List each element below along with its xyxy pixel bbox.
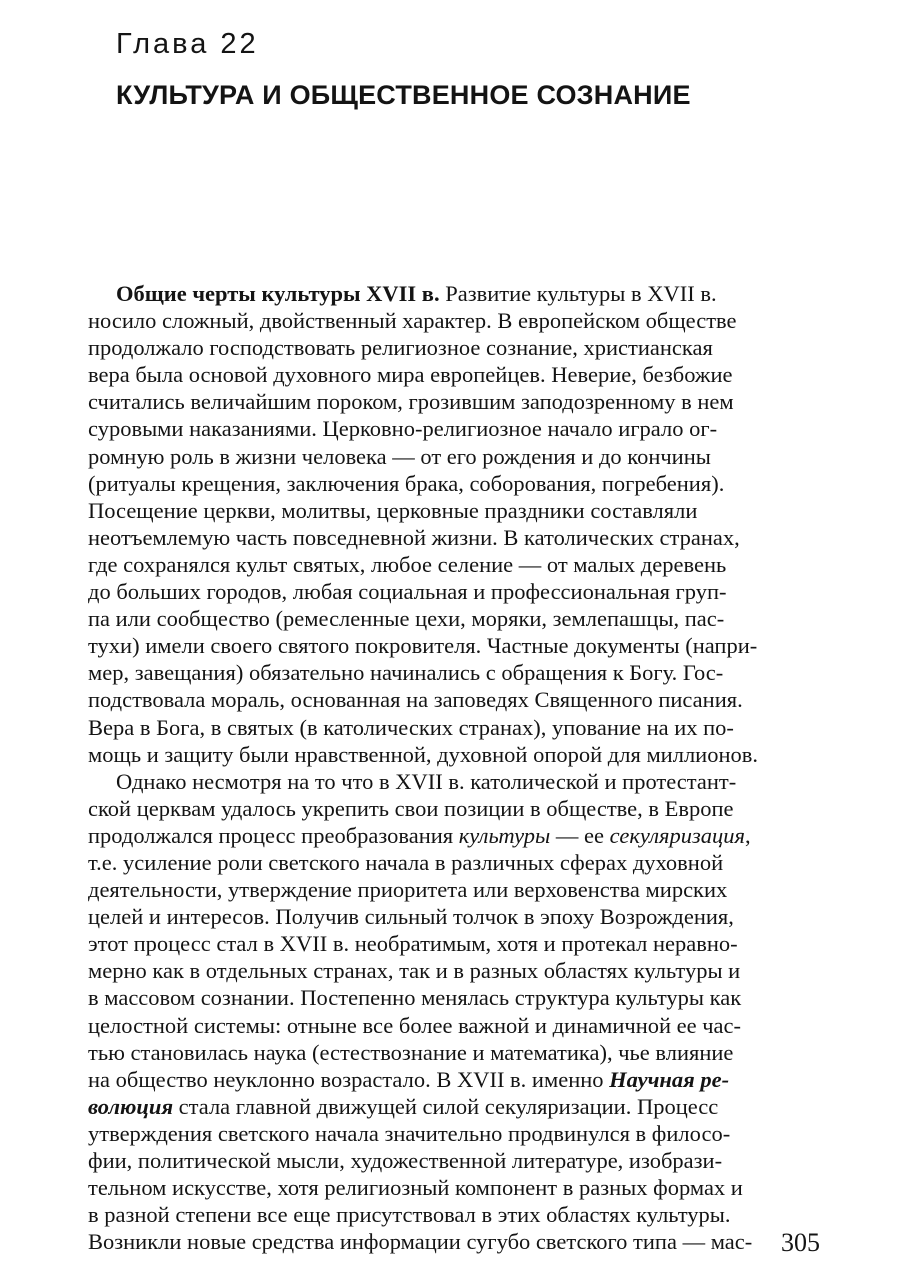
text-line: целостной системы: отныне все более важной и динамичной ее час- — [88, 1012, 742, 1038]
text-fragment: — ее — [550, 822, 610, 848]
section-heading: Общие черты культуры XVII в. — [116, 281, 440, 306]
text-line: ромную роль в жизни человека — от его рождения и до кончины — [88, 443, 711, 469]
emphasis-term: секуляризация — [609, 822, 745, 848]
text-line: Посещение церкви, молитвы, церковные праздники составляли — [88, 497, 698, 523]
text-fragment: продолжался процесс преобразования — [88, 822, 459, 848]
text-line: где сохранялся культ святых, любое селение — от малых деревень — [88, 551, 727, 577]
text-line: утверждения светского начала значительно продвинулся в филосо- — [88, 1120, 731, 1146]
text-line: продолжало господствовать религиозное сознание, христианская — [88, 335, 713, 361]
text-line: (ритуалы крещения, заключения брака, соборования, погребения). — [88, 470, 725, 496]
text-line: в массовом сознании. Постепенно менялась структура культуры как — [88, 985, 742, 1011]
text-line: мощь и защиту были нравственной, духовной опорой для миллионов. — [88, 741, 759, 767]
text-line: до больших городов, любая социальная и профессиональная груп- — [88, 579, 727, 605]
text-fragment: , — [745, 822, 751, 848]
emphasis-term: Научная ре- — [609, 1066, 730, 1092]
text-line: мер, завещания) обязательно начинались с обращения к Богу. Гос- — [88, 660, 724, 686]
text-line: тью становилась наука (естествознание и математика), чье влияние — [88, 1039, 734, 1065]
text-line: тухи) имели своего святого покровителя. Частные документы (напри- — [88, 633, 758, 659]
text-line: Вера в Бога, в святых (в католических странах), упование на их по- — [88, 714, 734, 740]
text-line: этот процесс стал в XVII в. необратимым, хотя и протекал неравно- — [88, 931, 738, 957]
text-line — [88, 1066, 822, 1093]
text-line: в разной степени все еще присутствовал в этих областях культуры. — [88, 1202, 731, 1228]
text-line: целей и интересов. Получив сильный толчок в эпоху Возрождения, — [88, 904, 734, 930]
text-line — [88, 1093, 822, 1120]
chapter-title: КУЛЬТУРА И ОБЩЕСТВЕННОЕ СОЗНАНИЕ — [116, 80, 691, 110]
text-line: подствовала мораль, основанная на заповедях Священного писания. — [88, 687, 743, 713]
text-line — [88, 822, 822, 849]
text-line: па или сообщество (ремесленные цехи, моряки, землепашцы, пас- — [88, 606, 725, 632]
emphasis-term: культуры — [458, 822, 551, 848]
text-line — [116, 280, 822, 307]
text-line: мерно как в отдельных странах, так и в разных областях культуры и — [88, 958, 741, 984]
text-line: носило сложный, двойственный характер. В европейском обществе — [88, 308, 737, 334]
text-fragment: Развитие культуры в XVII в. — [445, 281, 717, 306]
emphasis-term: волюция — [88, 1093, 174, 1119]
text-line: Однако несмотря на то что в XVII в. католической и протестант- — [116, 768, 737, 794]
text-line: суровыми наказаниями. Церковно-религиозное начало играло ог- — [88, 416, 718, 442]
text-line: вера была основой духовного мира европейцев. Неверие, безбожие — [88, 362, 733, 388]
page-number: 305 — [781, 1228, 820, 1257]
text-line: деятельности, утверждение приоритета или верховенства мирских — [88, 877, 728, 903]
text-line: т.е. усиление роли светского начала в различных сферах духовной — [88, 849, 724, 875]
chapter-label: Глава 22 — [116, 28, 259, 60]
body-text — [88, 280, 822, 1255]
text-line: неотъемлемую часть повседневной жизни. В католических странах, — [88, 524, 740, 550]
text-line: фии, политической мысли, художественной литературе, изобрази- — [88, 1148, 723, 1173]
text-fragment: стала главной движущей силой секуляризации. Процесс — [173, 1093, 719, 1119]
text-line: ской церквам удалось укрепить свои позиции в обществе, в Европе — [88, 795, 734, 821]
text-line: считались величайшим пороком, грозившим заподозренному в нем — [88, 389, 734, 415]
text-line: Возникли новые средства информации сугубо светского типа — мас- — [88, 1229, 753, 1255]
text-fragment: на общество неуклонно возрастало. В XVII в. именно — [88, 1066, 610, 1092]
text-line: тельном искусстве, хотя религиозный компонент в разных формах и — [88, 1175, 743, 1201]
